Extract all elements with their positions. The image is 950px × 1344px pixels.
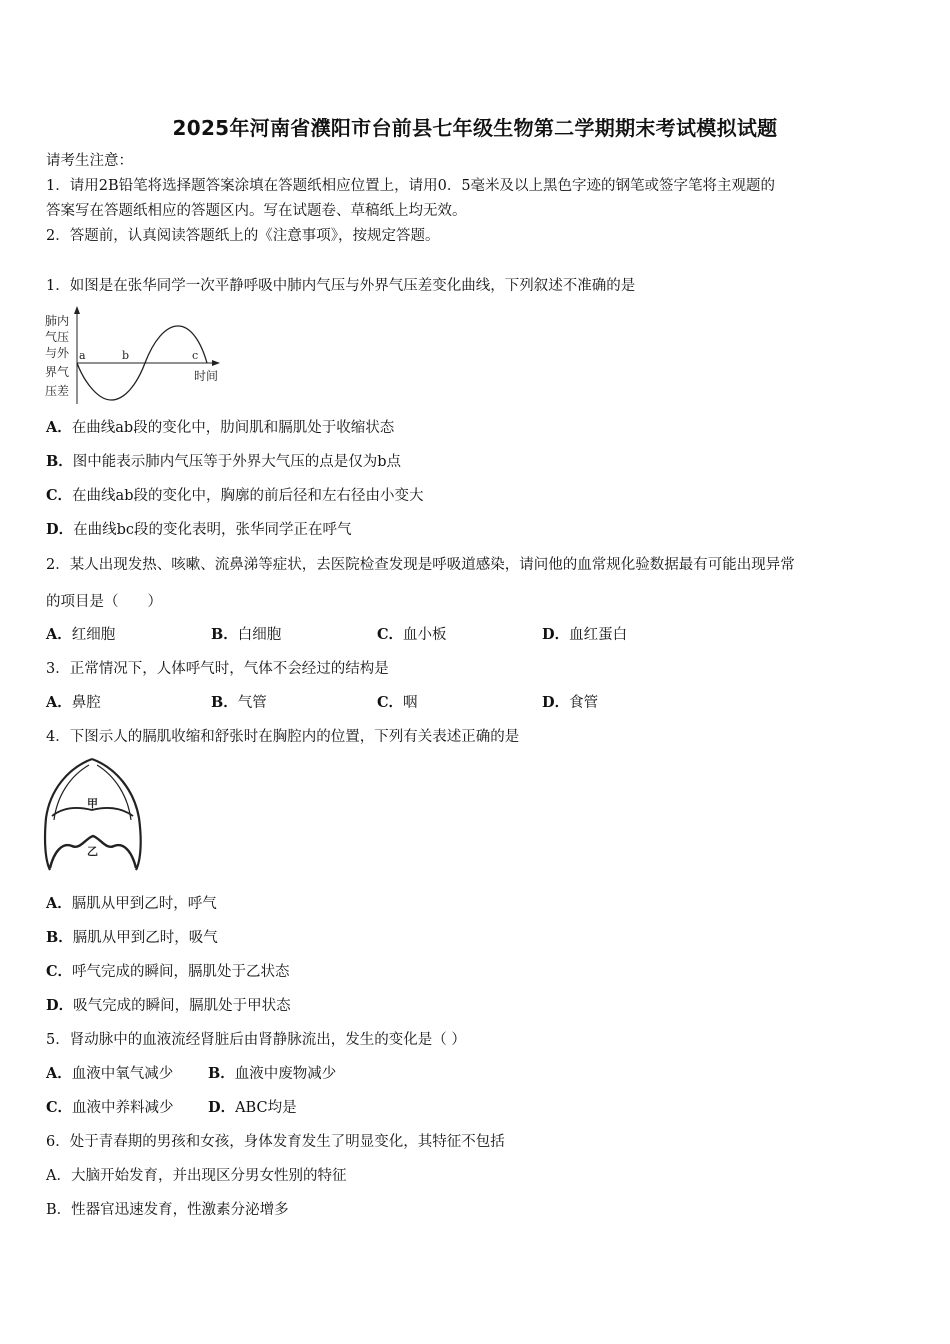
question-3-option-c[interactable]	[377, 693, 418, 713]
y-label-line-5: 压差	[45, 384, 70, 398]
option-text: 鼻腔	[71, 695, 101, 711]
option-label: B．	[46, 1202, 72, 1218]
thorax-outline-inner	[54, 765, 131, 820]
x-axis-label: 时间	[194, 369, 219, 383]
y-axis-arrow	[74, 306, 80, 314]
option-text: 血红蛋白	[569, 627, 628, 643]
option-label: A．	[46, 1168, 71, 1184]
option-label: B．	[211, 626, 238, 643]
pressure-curve-figure	[44, 304, 234, 408]
page-title: 2025年河南省濮阳市台前县七年级生物第二学期期末考试模拟试题	[172, 116, 778, 140]
question-2-option-c[interactable]	[377, 625, 447, 645]
option-label: C．	[377, 694, 404, 711]
option-text: 膈肌从甲到乙时，呼气	[71, 896, 217, 912]
option-text: 白细胞	[237, 627, 282, 643]
question-2-stem-line-2: 的项目是（ ）	[46, 594, 162, 610]
question-1-option-a[interactable]	[46, 418, 394, 438]
question-1-option-b[interactable]	[46, 452, 401, 472]
option-label: A．	[46, 694, 72, 711]
option-label: B．	[211, 694, 238, 711]
question-4-stem: 4．下图示人的膈肌收缩和舒张时在胸腔内的位置，下列有关表述正确的是	[46, 729, 520, 745]
option-text: 在曲线ab段的变化中，胸廓的前后径和左右径由小变大	[72, 488, 424, 504]
option-text: 吸气完成的瞬间，膈肌处于甲状态	[73, 998, 291, 1014]
option-text: 食管	[569, 695, 599, 711]
point-a-label: a	[79, 349, 86, 362]
option-text: 血液中养料减少	[72, 1100, 174, 1116]
question-2-option-d[interactable]	[542, 625, 627, 645]
option-text: 咽	[403, 695, 418, 711]
option-label: D．	[542, 626, 570, 643]
option-label: A．	[46, 895, 72, 912]
option-text: 性器官迅速发育，性激素分泌增多	[71, 1202, 289, 1218]
notice-heading: 请考生注意：	[46, 153, 133, 169]
option-text: 血小板	[403, 627, 447, 643]
x-axis-arrow	[212, 360, 220, 366]
question-5-option-d[interactable]	[208, 1098, 297, 1118]
question-5-option-c[interactable]	[46, 1098, 174, 1118]
question-6-stem: 6．处于青春期的男孩和女孩，身体发育发生了明显变化，其特征不包括	[46, 1134, 505, 1150]
option-label: D．	[46, 997, 74, 1014]
option-label: C．	[377, 626, 404, 643]
question-1-option-c[interactable]	[46, 486, 423, 506]
question-5-stem: 5．肾动脉中的血液流经肾脏后由肾静脉流出，发生的变化是（ ）	[46, 1032, 466, 1048]
option-text: 呼气完成的瞬间，膈肌处于乙状态	[72, 964, 290, 980]
label-yi: 乙	[87, 845, 98, 858]
y-label-line-3: 与外	[45, 346, 70, 360]
option-label: C．	[46, 1099, 73, 1116]
question-4-option-c[interactable]	[46, 962, 290, 982]
question-2-option-b[interactable]	[211, 625, 281, 645]
option-label: D．	[46, 521, 74, 538]
question-2-stem-line-1: 2．某人出现发热、咳嗽、流鼻涕等症状，去医院检查发现是呼吸道感染，请问他的血常规化验数据最有可能出现异常	[46, 557, 795, 573]
question-3-option-b[interactable]	[211, 693, 267, 713]
notice-item-1-line-2: 答案写在答题纸相应的答题区内。写在试题卷、草稿纸上均无效。	[46, 203, 467, 219]
question-4-option-b[interactable]	[46, 928, 218, 948]
diaphragm-figure	[42, 756, 146, 876]
question-3-option-a[interactable]	[46, 693, 101, 713]
y-label-line-1: 肺内	[45, 314, 70, 328]
option-text: 大脑开始发育，并出现区分男女性别的特征	[70, 1168, 347, 1184]
question-6-option-a[interactable]	[46, 1166, 346, 1186]
question-1-stem: 1．如图是在张华同学一次平静呼吸中肺内气压与外界气压差变化曲线，下列叙述不准确的是	[46, 278, 636, 294]
option-label: C．	[46, 963, 73, 980]
option-label: C．	[46, 487, 73, 504]
notice-item-1-line-1: 1．请用2B铅笔将选择题答案涂填在答题纸相应位置上，请用0．5毫米及以上黑色字迹的钢笔或签字笔将主观题的	[46, 178, 776, 194]
y-label-line-4: 界气	[45, 365, 70, 379]
notice-item-2: 2．答题前，认真阅读答题纸上的《注意事项》，按规定答题。	[46, 228, 440, 244]
option-text: 在曲线bc段的变化表明，张华同学正在呼气	[73, 522, 352, 538]
option-text: 血液中废物减少	[234, 1066, 337, 1082]
question-5-option-a[interactable]	[46, 1064, 173, 1084]
point-b-label: b	[122, 349, 130, 362]
question-5-option-b[interactable]	[208, 1064, 336, 1084]
option-text: 在曲线ab段的变化中，肋间肌和膈肌处于收缩状态	[71, 420, 395, 436]
option-label: B．	[208, 1065, 235, 1082]
label-jia: 甲	[87, 797, 98, 810]
option-label: A．	[46, 1065, 72, 1082]
question-1-option-d[interactable]	[46, 520, 351, 540]
option-text: 红细胞	[71, 627, 116, 643]
question-3-option-d[interactable]	[542, 693, 598, 713]
option-text: 气管	[237, 695, 267, 711]
option-label: B．	[46, 453, 73, 470]
option-text: 图中能表示肺内气压等于外界大气压的点是仅为b点	[72, 454, 402, 470]
question-2-option-a[interactable]	[46, 625, 115, 645]
option-label: B．	[46, 929, 73, 946]
point-c-label: c	[192, 349, 199, 362]
option-label: D．	[542, 694, 570, 711]
option-label: A．	[46, 419, 72, 436]
y-label-line-2: 气压	[45, 330, 70, 344]
option-label: A．	[46, 626, 72, 643]
option-text: 血液中氧气减少	[71, 1066, 174, 1082]
question-6-option-b[interactable]	[46, 1200, 289, 1220]
option-text: ABC均是	[235, 1100, 297, 1116]
option-text: 膈肌从甲到乙时，吸气	[72, 930, 218, 946]
question-4-option-a[interactable]	[46, 894, 217, 914]
question-3-stem: 3．正常情况下，人体呼气时，气体不会经过的结构是	[46, 661, 389, 677]
option-label: D．	[208, 1099, 236, 1116]
question-4-option-d[interactable]	[46, 996, 291, 1016]
